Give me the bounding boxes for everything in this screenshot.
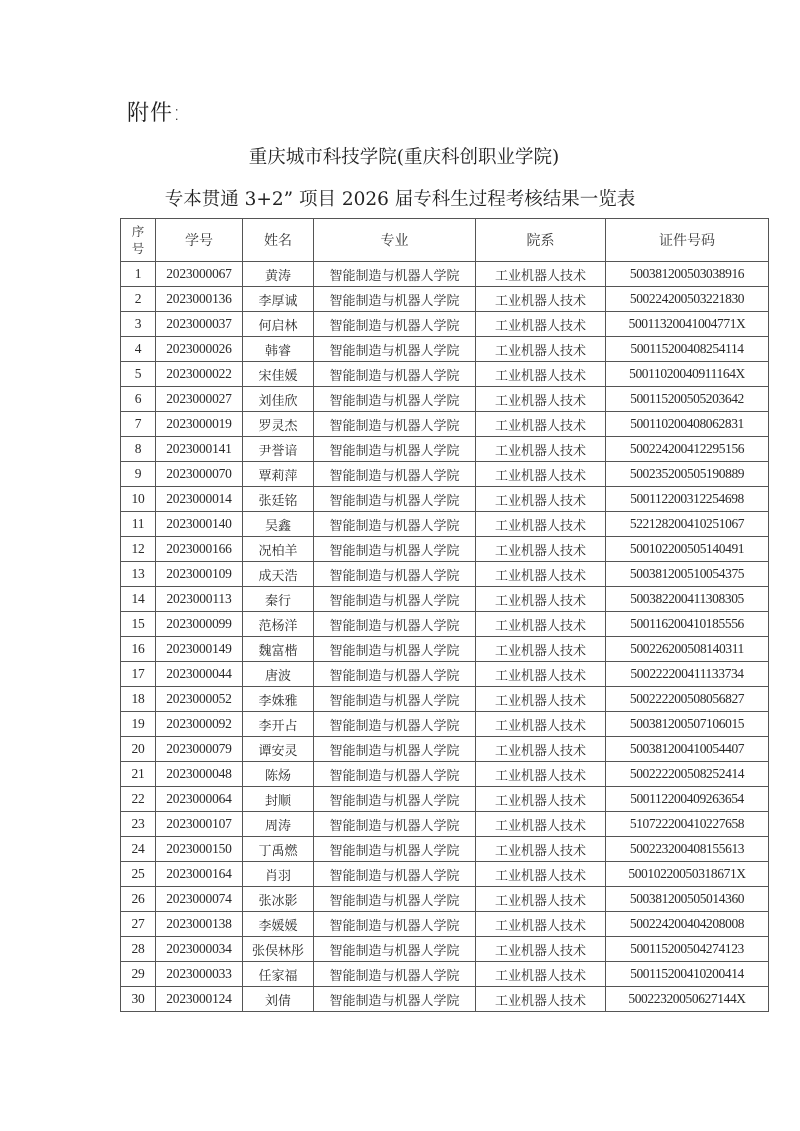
cell-seq: 2 [121, 287, 156, 312]
cell-major: 工业机器人技术 [476, 437, 606, 462]
cell-major: 工业机器人技术 [476, 662, 606, 687]
column-header-name: 姓名 [243, 219, 314, 262]
cell-id-number: 500102200505140491 [606, 537, 769, 562]
cell-major: 工业机器人技术 [476, 337, 606, 362]
table-row [121, 312, 769, 337]
cell-college: 智能制造与机器人学院 [314, 312, 476, 337]
cell-major: 工业机器人技术 [476, 412, 606, 437]
table-row [121, 787, 769, 812]
cell-id-number: 522128200410251067 [606, 512, 769, 537]
table-row [121, 487, 769, 512]
cell-id-number: 500112200312254698 [606, 487, 769, 512]
cell-college: 智能制造与机器人学院 [314, 262, 476, 287]
cell-id-number: 500381200503038916 [606, 262, 769, 287]
cell-major: 工业机器人技术 [476, 937, 606, 962]
table-row [121, 962, 769, 987]
cell-student-id: 2023000164 [156, 862, 243, 887]
table-row [121, 987, 769, 1012]
cell-name: 丁禹燃 [243, 837, 314, 862]
cell-college: 智能制造与机器人学院 [314, 662, 476, 687]
cell-id-number: 500235200505190889 [606, 462, 769, 487]
cell-id-number: 500381200507106015 [606, 712, 769, 737]
cell-college: 智能制造与机器人学院 [314, 562, 476, 587]
cell-id-number: 500224200404208008 [606, 912, 769, 937]
cell-id-number: 500115200410200414 [606, 962, 769, 987]
cell-id-number: 500115200408254114 [606, 337, 769, 362]
cell-name: 何启林 [243, 312, 314, 337]
cell-student-id: 2023000107 [156, 812, 243, 837]
cell-name: 唐波 [243, 662, 314, 687]
cell-name: 刘佳欣 [243, 387, 314, 412]
cell-seq: 13 [121, 562, 156, 587]
cell-name: 黄涛 [243, 262, 314, 287]
column-header-student-id: 学号 [156, 219, 243, 262]
cell-seq: 28 [121, 937, 156, 962]
cell-name: 陈炀 [243, 762, 314, 787]
cell-student-id: 2023000033 [156, 962, 243, 987]
document-title-institution [0, 143, 800, 169]
cell-id-number: 500224200412295156 [606, 437, 769, 462]
table-row [121, 262, 769, 287]
cell-seq: 9 [121, 462, 156, 487]
cell-student-id: 2023000109 [156, 562, 243, 587]
cell-name: 秦行 [243, 587, 314, 612]
table-row [121, 337, 769, 362]
cell-seq: 8 [121, 437, 156, 462]
column-header-seq: 序 号 [121, 219, 156, 262]
cell-id-number: 50011020040911164X [606, 362, 769, 387]
table-row [121, 362, 769, 387]
cell-college: 智能制造与机器人学院 [314, 512, 476, 537]
cell-id-number: 500381200505014360 [606, 887, 769, 912]
cell-id-number: 50010220050318671X [606, 862, 769, 887]
cell-student-id: 2023000149 [156, 637, 243, 662]
cell-name: 李媛媛 [243, 912, 314, 937]
cell-major: 工业机器人技术 [476, 787, 606, 812]
title-line-1: 重庆城市科技学院(重庆科创职业学院) [248, 147, 560, 168]
cell-seq: 15 [121, 612, 156, 637]
cell-name: 李开占 [243, 712, 314, 737]
cell-major: 工业机器人技术 [476, 912, 606, 937]
cell-college: 智能制造与机器人学院 [314, 887, 476, 912]
cell-id-number: 500382200411308305 [606, 587, 769, 612]
column-header-major: 院系 [476, 219, 606, 262]
cell-name: 成天浩 [243, 562, 314, 587]
cell-college: 智能制造与机器人学院 [314, 937, 476, 962]
cell-id-number: 500112200409263654 [606, 787, 769, 812]
cell-major: 工业机器人技术 [476, 687, 606, 712]
cell-id-number: 500223200408155613 [606, 837, 769, 862]
cell-college: 智能制造与机器人学院 [314, 287, 476, 312]
cell-college: 智能制造与机器人学院 [314, 337, 476, 362]
cell-name: 谭安灵 [243, 737, 314, 762]
cell-student-id: 2023000079 [156, 737, 243, 762]
cell-name: 任家福 [243, 962, 314, 987]
table-row [121, 687, 769, 712]
cell-college: 智能制造与机器人学院 [314, 637, 476, 662]
column-header-college: 专业 [314, 219, 476, 262]
cell-student-id: 2023000064 [156, 787, 243, 812]
cell-name: 魏富楷 [243, 637, 314, 662]
cell-major: 工业机器人技术 [476, 862, 606, 887]
cell-name: 韩睿 [243, 337, 314, 362]
attachment-label: 附件: [127, 101, 182, 126]
table-row [121, 637, 769, 662]
cell-student-id: 2023000092 [156, 712, 243, 737]
cell-major: 工业机器人技术 [476, 987, 606, 1012]
cell-major: 工业机器人技术 [476, 962, 606, 987]
cell-id-number: 510722200410227658 [606, 812, 769, 837]
cell-seq: 17 [121, 662, 156, 687]
cell-name: 张廷铭 [243, 487, 314, 512]
cell-college: 智能制造与机器人学院 [314, 462, 476, 487]
cell-seq: 21 [121, 762, 156, 787]
cell-major: 工业机器人技术 [476, 812, 606, 837]
cell-seq: 27 [121, 912, 156, 937]
cell-student-id: 2023000141 [156, 437, 243, 462]
cell-college: 智能制造与机器人学院 [314, 787, 476, 812]
table-row [121, 537, 769, 562]
table-row [121, 737, 769, 762]
cell-major: 工业机器人技术 [476, 887, 606, 912]
cell-student-id: 2023000138 [156, 912, 243, 937]
table-row [121, 462, 769, 487]
cell-name: 刘倩 [243, 987, 314, 1012]
cell-major: 工业机器人技术 [476, 562, 606, 587]
cell-college: 智能制造与机器人学院 [314, 387, 476, 412]
cell-college: 智能制造与机器人学院 [314, 412, 476, 437]
cell-college: 智能制造与机器人学院 [314, 762, 476, 787]
cell-seq: 5 [121, 362, 156, 387]
cell-id-number: 500226200508140311 [606, 637, 769, 662]
cell-major: 工业机器人技术 [476, 487, 606, 512]
cell-college: 智能制造与机器人学院 [314, 487, 476, 512]
cell-name: 肖羽 [243, 862, 314, 887]
cell-student-id: 2023000026 [156, 337, 243, 362]
cell-seq: 12 [121, 537, 156, 562]
cell-seq: 6 [121, 387, 156, 412]
cell-major: 工业机器人技术 [476, 762, 606, 787]
cell-seq: 7 [121, 412, 156, 437]
cell-major: 工业机器人技术 [476, 612, 606, 637]
table-row [121, 437, 769, 462]
cell-student-id: 2023000048 [156, 762, 243, 787]
document-title-table: 专本贯通 3+2” 项目 2026 届专科生过程考核结果一览表 [164, 189, 636, 210]
cell-name: 覃莉萍 [243, 462, 314, 487]
table-row [121, 837, 769, 862]
cell-college: 智能制造与机器人学院 [314, 737, 476, 762]
cell-college: 智能制造与机器人学院 [314, 437, 476, 462]
cell-student-id: 2023000113 [156, 587, 243, 612]
cell-name: 况柏羊 [243, 537, 314, 562]
cell-name: 范杨洋 [243, 612, 314, 637]
cell-college: 智能制造与机器人学院 [314, 537, 476, 562]
cell-name: 罗灵杰 [243, 412, 314, 437]
table-body [121, 262, 769, 1012]
cell-major: 工业机器人技术 [476, 462, 606, 487]
cell-student-id: 2023000034 [156, 937, 243, 962]
cell-major: 工业机器人技术 [476, 712, 606, 737]
cell-name: 周涛 [243, 812, 314, 837]
table-row [121, 762, 769, 787]
table-row [121, 412, 769, 437]
cell-id-number: 50011320041004771X [606, 312, 769, 337]
table-row [121, 587, 769, 612]
table-row [121, 712, 769, 737]
cell-student-id: 2023000150 [156, 837, 243, 862]
cell-major: 工业机器人技术 [476, 287, 606, 312]
cell-seq: 23 [121, 812, 156, 837]
cell-seq: 4 [121, 337, 156, 362]
table-row [121, 562, 769, 587]
cell-id-number: 500381200410054407 [606, 737, 769, 762]
cell-student-id: 2023000140 [156, 512, 243, 537]
cell-student-id: 2023000022 [156, 362, 243, 387]
cell-seq: 25 [121, 862, 156, 887]
cell-id-number: 500222200508056827 [606, 687, 769, 712]
cell-student-id: 2023000067 [156, 262, 243, 287]
cell-student-id: 2023000027 [156, 387, 243, 412]
cell-seq: 22 [121, 787, 156, 812]
cell-college: 智能制造与机器人学院 [314, 837, 476, 862]
cell-id-number: 500110200408062831 [606, 412, 769, 437]
cell-name: 李姝雅 [243, 687, 314, 712]
cell-seq: 10 [121, 487, 156, 512]
cell-student-id: 2023000014 [156, 487, 243, 512]
cell-seq: 16 [121, 637, 156, 662]
table-header-row [121, 219, 769, 262]
table-row [121, 287, 769, 312]
table-row [121, 387, 769, 412]
cell-name: 吴鑫 [243, 512, 314, 537]
cell-name: 李厚诚 [243, 287, 314, 312]
cell-name: 宋佳媛 [243, 362, 314, 387]
cell-college: 智能制造与机器人学院 [314, 987, 476, 1012]
cell-seq: 18 [121, 687, 156, 712]
cell-student-id: 2023000019 [156, 412, 243, 437]
cell-seq: 3 [121, 312, 156, 337]
cell-college: 智能制造与机器人学院 [314, 362, 476, 387]
cell-college: 智能制造与机器人学院 [314, 812, 476, 837]
cell-college: 智能制造与机器人学院 [314, 587, 476, 612]
cell-seq: 11 [121, 512, 156, 537]
table-row [121, 612, 769, 637]
cell-major: 工业机器人技术 [476, 262, 606, 287]
cell-college: 智能制造与机器人学院 [314, 962, 476, 987]
cell-major: 工业机器人技术 [476, 837, 606, 862]
cell-student-id: 2023000037 [156, 312, 243, 337]
cell-id-number: 500222200411133734 [606, 662, 769, 687]
column-header-id-number: 证件号码 [606, 219, 769, 262]
cell-major: 工业机器人技术 [476, 362, 606, 387]
cell-major: 工业机器人技术 [476, 537, 606, 562]
cell-student-id: 2023000099 [156, 612, 243, 637]
cell-name: 封顺 [243, 787, 314, 812]
cell-college: 智能制造与机器人学院 [314, 612, 476, 637]
cell-student-id: 2023000052 [156, 687, 243, 712]
cell-student-id: 2023000070 [156, 462, 243, 487]
cell-seq: 1 [121, 262, 156, 287]
cell-seq: 29 [121, 962, 156, 987]
cell-student-id: 2023000124 [156, 987, 243, 1012]
cell-id-number: 500115200504274123 [606, 937, 769, 962]
cell-id-number: 500222200508252414 [606, 762, 769, 787]
cell-college: 智能制造与机器人学院 [314, 862, 476, 887]
cell-major: 工业机器人技术 [476, 737, 606, 762]
table-row [121, 887, 769, 912]
cell-student-id: 2023000136 [156, 287, 243, 312]
cell-seq: 30 [121, 987, 156, 1012]
cell-seq: 24 [121, 837, 156, 862]
table-row [121, 812, 769, 837]
cell-major: 工业机器人技术 [476, 637, 606, 662]
cell-student-id: 2023000044 [156, 662, 243, 687]
cell-major: 工业机器人技术 [476, 312, 606, 337]
cell-seq: 14 [121, 587, 156, 612]
cell-major: 工业机器人技术 [476, 587, 606, 612]
cell-college: 智能制造与机器人学院 [314, 687, 476, 712]
cell-college: 智能制造与机器人学院 [314, 912, 476, 937]
cell-major: 工业机器人技术 [476, 512, 606, 537]
table-row [121, 912, 769, 937]
cell-seq: 26 [121, 887, 156, 912]
cell-id-number: 500224200503221830 [606, 287, 769, 312]
table-row [121, 662, 769, 687]
cell-name: 张俣林彤 [243, 937, 314, 962]
cell-seq: 20 [121, 737, 156, 762]
cell-student-id: 2023000074 [156, 887, 243, 912]
cell-name: 尹誉谙 [243, 437, 314, 462]
table-row [121, 862, 769, 887]
cell-major: 工业机器人技术 [476, 387, 606, 412]
cell-id-number: 50022320050627144X [606, 987, 769, 1012]
cell-id-number: 500115200505203642 [606, 387, 769, 412]
cell-college: 智能制造与机器人学院 [314, 712, 476, 737]
cell-student-id: 2023000166 [156, 537, 243, 562]
cell-seq: 19 [121, 712, 156, 737]
cell-name: 张冰影 [243, 887, 314, 912]
cell-id-number: 500116200410185556 [606, 612, 769, 637]
results-table [120, 218, 769, 1012]
table-row [121, 512, 769, 537]
cell-id-number: 500381200510054375 [606, 562, 769, 587]
table-row [121, 937, 769, 962]
